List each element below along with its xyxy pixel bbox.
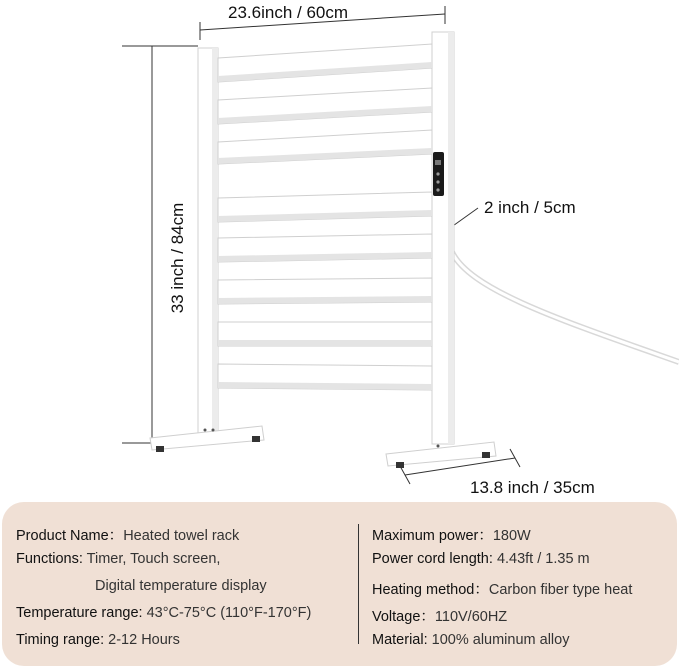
spec-row: Temperature range: 43°C-75°C (110°F-170°F): [16, 605, 312, 621]
height-label: 33 inch / 84cm: [168, 202, 187, 314]
spec-row: Digital temperature display: [95, 578, 267, 594]
spec-row: Heating method：Carbon fiber type heat: [372, 582, 633, 598]
spec-row: Maximum power：180W: [372, 528, 531, 544]
power-cord: [452, 252, 679, 362]
spec-row: Power cord length: 4.43ft / 1.35 m: [372, 551, 590, 567]
specs-panel: [2, 502, 677, 666]
right-post: [432, 32, 454, 444]
control-panel: [433, 152, 444, 196]
left-post: [198, 48, 218, 436]
spec-row: Voltage：110V/60HZ: [372, 609, 508, 625]
spec-row: Functions: Timer, Touch screen,: [16, 551, 221, 567]
spec-row: Material: 100% aluminum alloy: [372, 632, 570, 648]
depth-label: 13.8 inch / 35cm: [470, 478, 595, 497]
spec-row: Timing range: 2-12 Hours: [16, 632, 180, 648]
right-foot: [386, 442, 496, 468]
spec-row: Product Name：Heated towel rack: [16, 528, 240, 544]
width-label: 23.6inch / 60cm: [228, 3, 349, 22]
tube-size-label: 2 inch / 5cm: [484, 198, 576, 217]
column-divider: [358, 524, 359, 644]
